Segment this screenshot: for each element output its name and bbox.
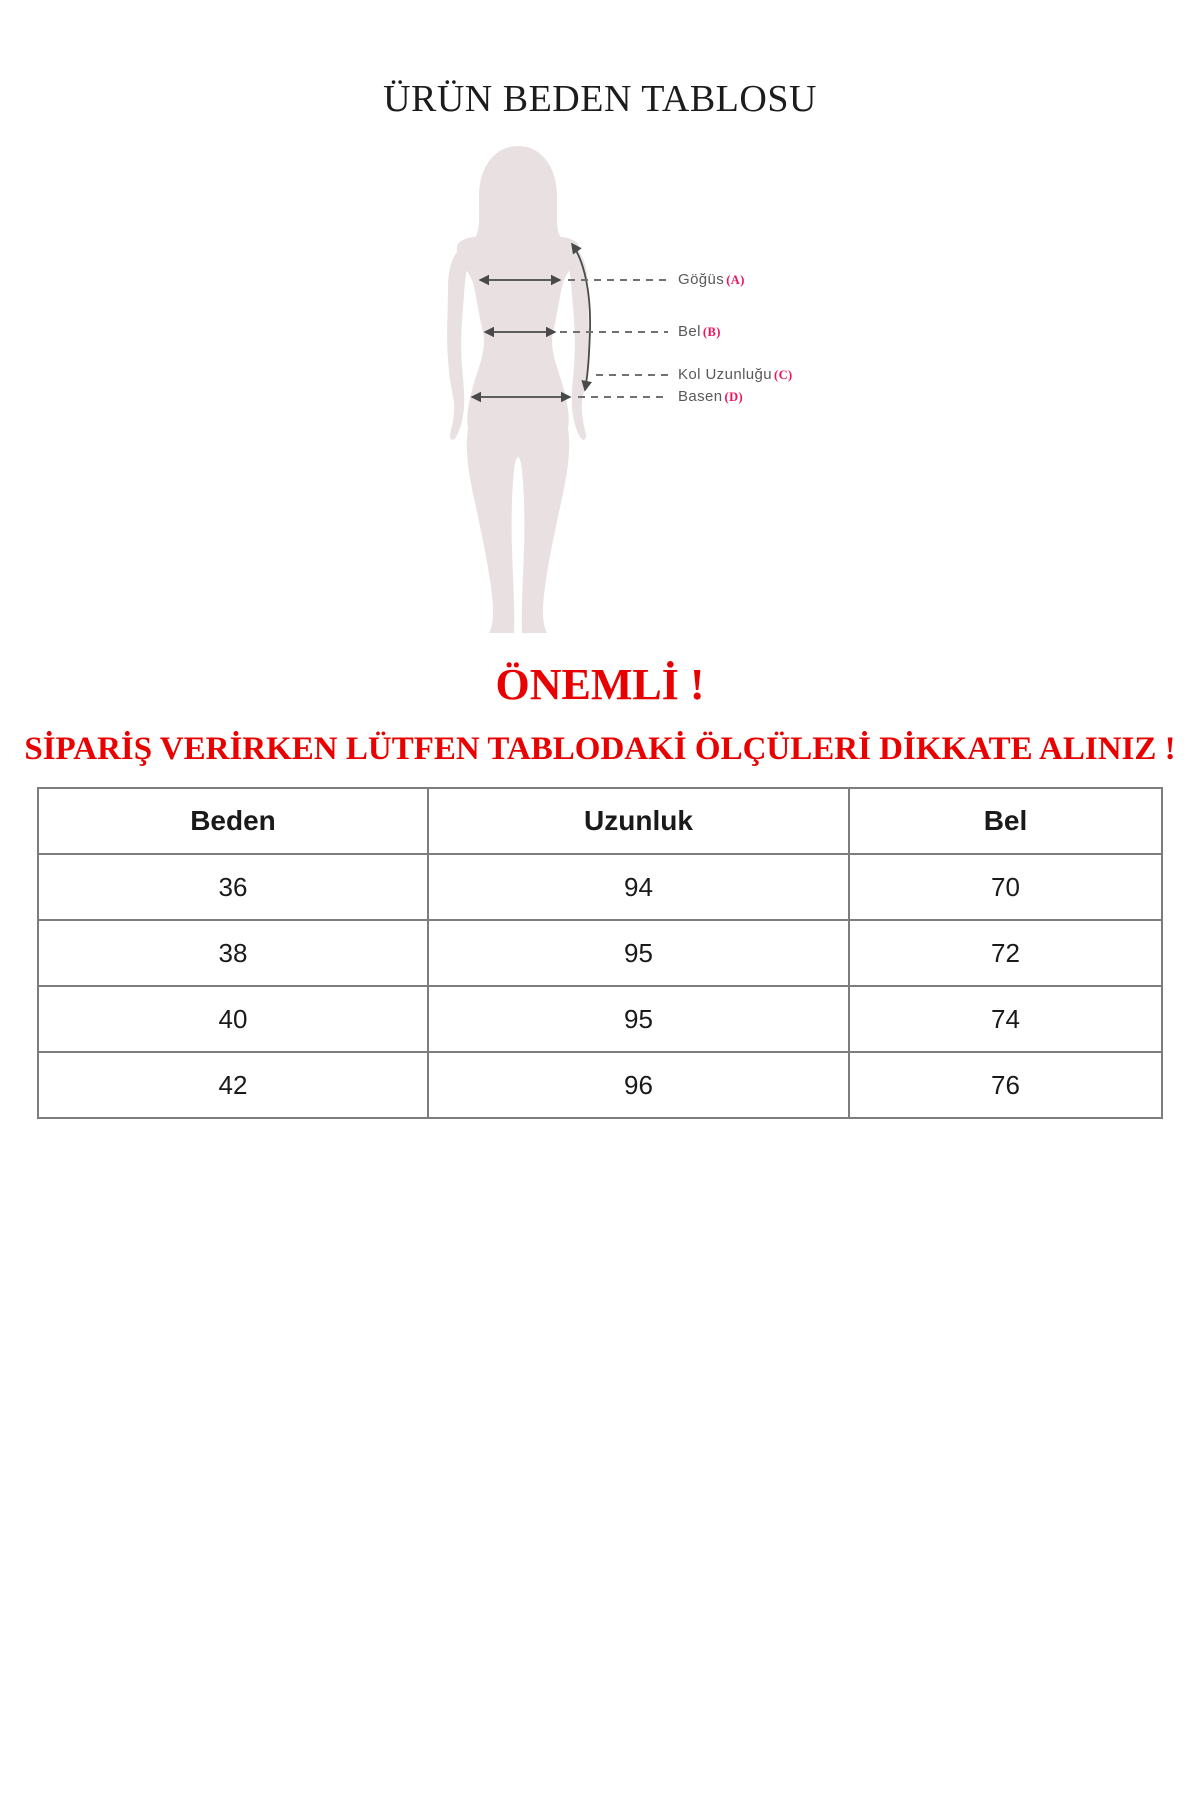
body-measurement-diagram	[0, 130, 1200, 650]
table-cell: 96	[428, 1052, 849, 1118]
page-title: ÜRÜN BEDEN TABLOSU	[383, 78, 817, 120]
measurement-label-arm-length	[678, 367, 793, 382]
table-cell: 36	[38, 854, 428, 920]
measurement-label-waist	[678, 324, 721, 339]
table-cell: 38	[38, 920, 428, 986]
measurement-label-text: Göğüs	[678, 271, 725, 289]
size-table	[37, 787, 1163, 1119]
table-row	[38, 920, 1162, 986]
silhouette-left-arm	[447, 249, 471, 439]
table-row	[38, 854, 1162, 920]
measurement-label-text: Basen	[678, 388, 723, 406]
table-cell: 70	[849, 854, 1162, 920]
measurement-label-text: Bel	[678, 323, 701, 341]
table-row	[38, 986, 1162, 1052]
silhouette-legs	[467, 428, 569, 633]
measurement-label-marker: (B)	[702, 325, 721, 340]
table-cell: 94	[428, 854, 849, 920]
measurement-label-marker: (A)	[726, 273, 745, 288]
measurement-label-chest	[678, 272, 745, 287]
table-cell: 40	[38, 986, 428, 1052]
column-header-bel: Bel	[849, 788, 1162, 854]
measurement-label-text: Kol Uzunluğu	[678, 366, 773, 384]
important-heading: ÖNEMLİ !	[495, 660, 705, 709]
column-header-beden: Beden	[38, 788, 428, 854]
measurement-label-marker: (C)	[774, 368, 793, 383]
table-cell: 42	[38, 1052, 428, 1118]
size-table-header-row	[38, 788, 1162, 854]
measurement-label-hip	[678, 389, 743, 404]
female-body-silhouette	[0, 130, 1200, 650]
table-cell: 95	[428, 920, 849, 986]
silhouette-shapes	[447, 146, 589, 633]
measurement-label-marker: (D)	[724, 390, 744, 405]
table-cell: 74	[849, 986, 1162, 1052]
column-header-uzunluk: Uzunluk	[428, 788, 849, 854]
table-cell: 95	[428, 986, 849, 1052]
important-subheading: SİPARİŞ VERİRKEN LÜTFEN TABLODAKİ ÖLÇÜLERİ DİKKATE ALINIZ !	[24, 731, 1176, 767]
table-cell: 76	[849, 1052, 1162, 1118]
table-row	[38, 1052, 1162, 1118]
table-cell: 72	[849, 920, 1162, 986]
